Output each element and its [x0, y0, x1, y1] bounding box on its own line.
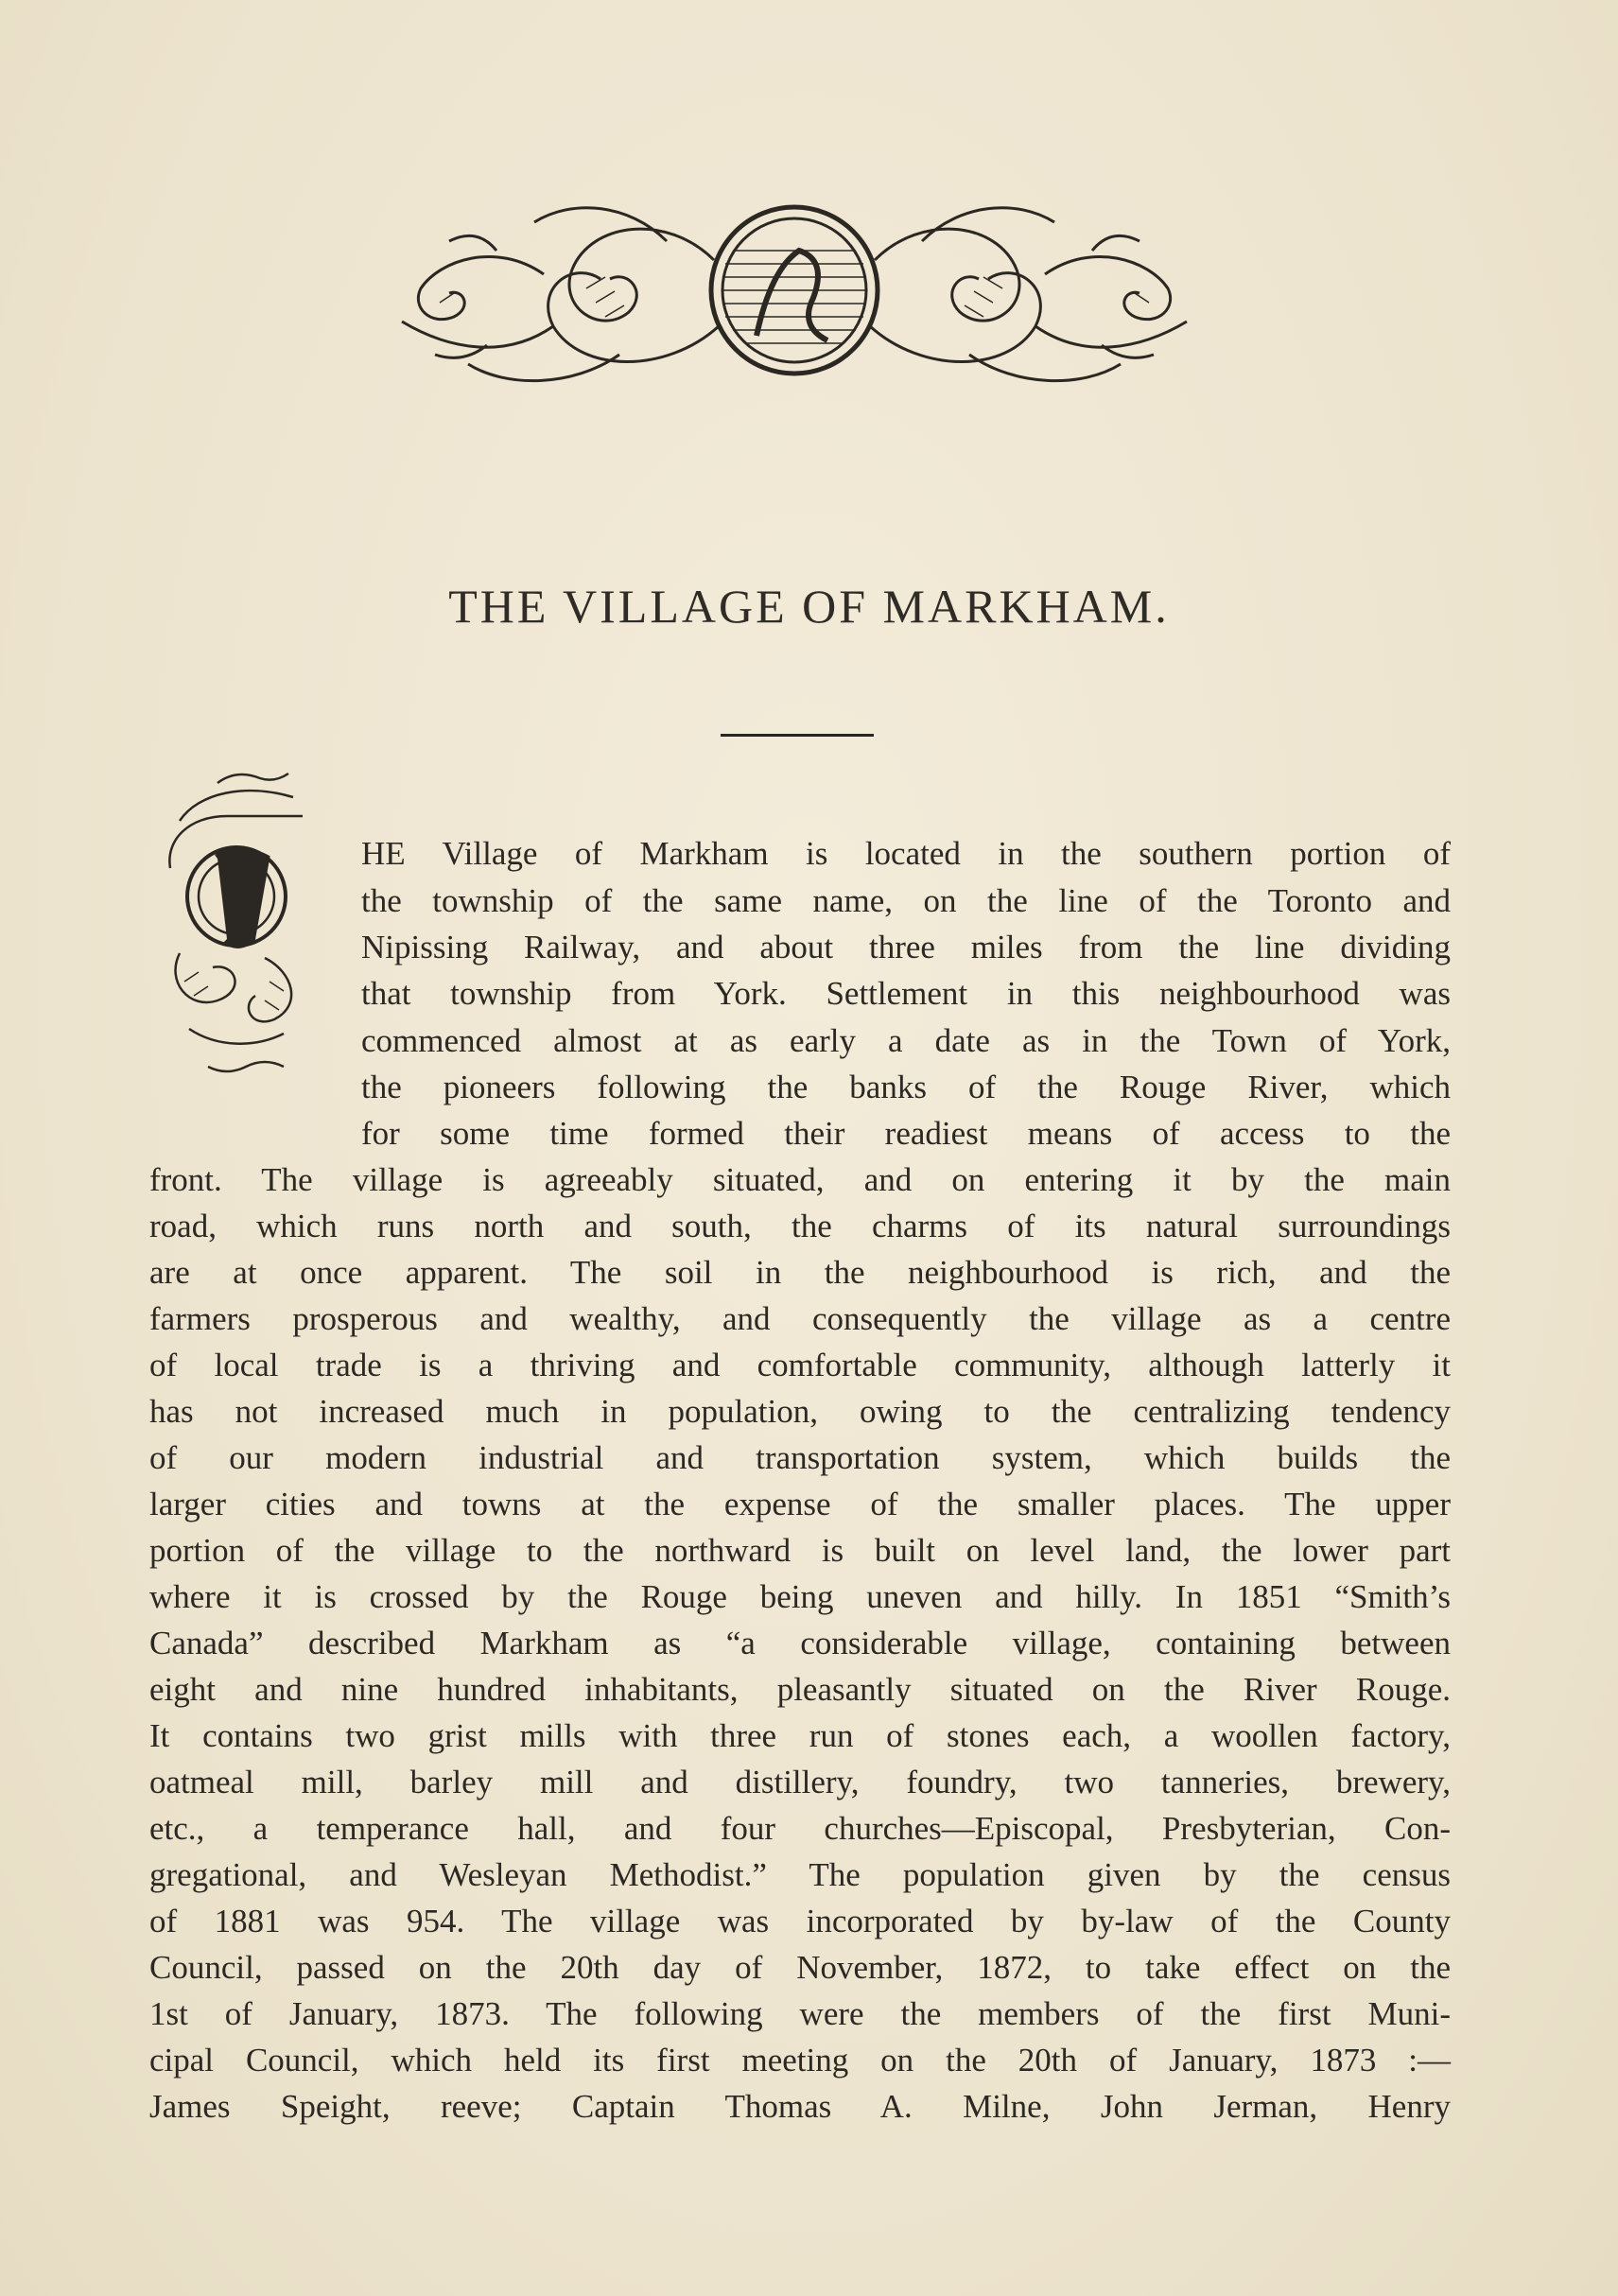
text-line: oatmeal mill, barley mill and distillery, foundry, two tanneries, brewery,	[149, 1764, 1451, 1800]
text-line: etc., a temperance hall, and four churches—Episcopal, Presbyterian, Con-	[149, 1810, 1451, 1847]
text-line: cipal Council, which held its first meeting on the 20th of January, 1873 :—	[149, 2042, 1451, 2079]
text-line: of 1881 was 954. The village was incorporated by by-law of the County	[149, 1903, 1451, 1939]
text-line: of our modern industrial and transportation system, which builds the	[149, 1439, 1451, 1476]
text-line: commenced almost at as early a date as in the Town of York,	[361, 1022, 1451, 1059]
text-line: larger cities and towns at the expense of the smaller places. The upper	[149, 1486, 1451, 1522]
text-line: road, which runs north and south, the charms of its natural surroundings	[149, 1208, 1451, 1244]
text-line: front. The village is agreeably situated, and on entering it by the main	[149, 1161, 1451, 1198]
text-line: where it is crossed by the Rouge being uneven and hilly. In 1851 “Smith’s	[149, 1578, 1451, 1615]
title-divider	[721, 734, 874, 737]
text-line: farmers prosperous and wealthy, and consequently the village as a centre	[149, 1300, 1451, 1337]
text-line: HE Village of Markham is located in the southern portion of	[361, 835, 1451, 872]
text-line: It contains two grist mills with three run of stones each, a woollen factory,	[149, 1717, 1451, 1754]
text-line: Nipissing Railway, and about three miles from the line dividing	[361, 929, 1451, 965]
text-line: that township from York. Settlement in this neighbourhood was	[361, 975, 1451, 1012]
text-line: James Speight, reeve; Captain Thomas A. Milne, John Jerman, Henry	[149, 2088, 1451, 2125]
text-line: has not increased much in population, owing to the centralizing tendency	[149, 1393, 1451, 1430]
ornamental-scroll-headpiece-icon	[383, 184, 1206, 402]
page-title: THE VILLAGE OF MARKHAM.	[448, 580, 1170, 633]
text-line: eight and nine hundred inhabitants, pleasantly situated on the River Rouge.	[149, 1671, 1451, 1708]
text-line: of local trade is a thriving and comfortable community, although latterly it	[149, 1347, 1451, 1383]
text-line: the township of the same name, on the line of the Toronto and	[361, 882, 1451, 919]
text-line: portion of the village to the northward is built on level land, the lower part	[149, 1532, 1451, 1569]
text-line: gregational, and Wesleyan Methodist.” The population given by the census	[149, 1856, 1451, 1893]
ornamental-drop-cap-icon	[161, 764, 320, 1105]
text-line: 1st of January, 1873. The following were the members of the first Muni-	[149, 1995, 1451, 2032]
text-line: Canada” described Markham as “a considerable village, containing between	[149, 1625, 1451, 1661]
text-line: for some time formed their readiest means of access to the	[361, 1115, 1451, 1152]
text-line: the pioneers following the banks of the Rouge River, which	[361, 1069, 1451, 1105]
text-line: are at once apparent. The soil in the neighbourhood is rich, and the	[149, 1254, 1451, 1291]
text-line: Council, passed on the 20th day of November, 1872, to take effect on the	[149, 1949, 1451, 1986]
